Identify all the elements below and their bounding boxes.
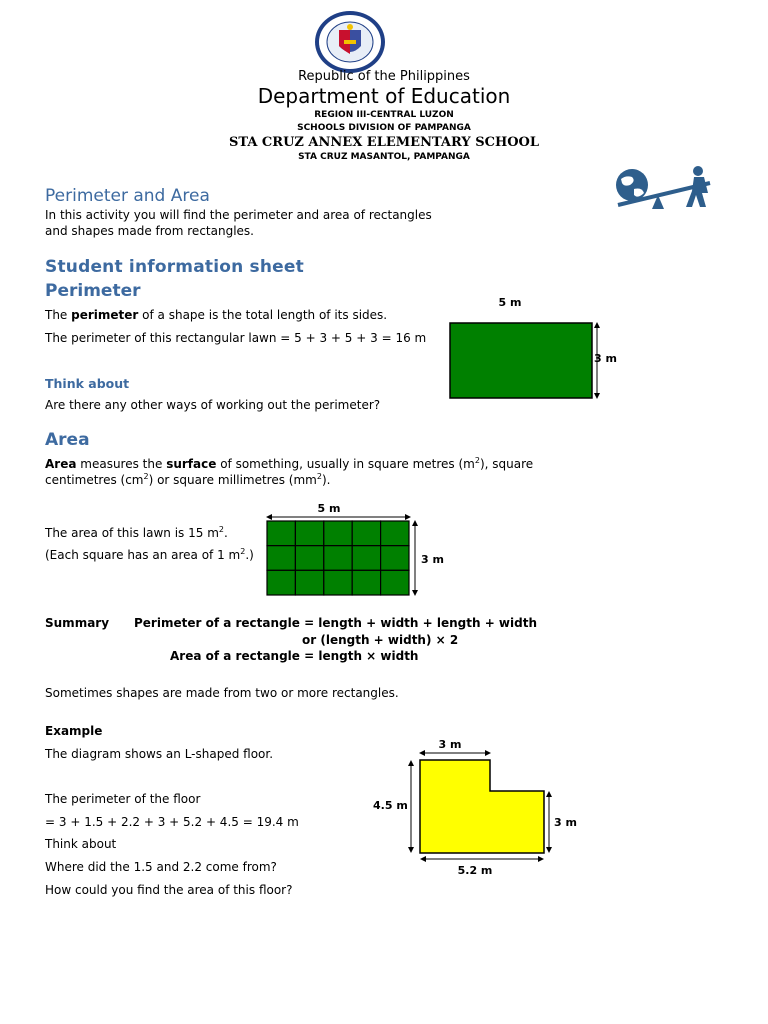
summary-label: Summary xyxy=(45,616,110,630)
example-question-2: How could you find the area of this floor? xyxy=(45,883,293,897)
floor-top-label: 3 m xyxy=(438,738,462,751)
area-square-sup: 2 xyxy=(240,547,246,556)
area-square-text xyxy=(45,547,254,564)
header-address: STA CRUZ MASANTOL, PAMPANGA xyxy=(298,152,470,162)
area-lawn-sup: 2 xyxy=(218,525,224,534)
area-height-label: 3 m xyxy=(421,553,444,566)
area-height-arrowhead-top xyxy=(412,520,418,526)
floor-top-arrowhead-left xyxy=(419,750,425,756)
area-definition-line1 xyxy=(45,456,533,473)
area-title: Area xyxy=(45,430,90,450)
area-grid-square xyxy=(324,521,352,546)
header-region: REGION III-CENTRAL LUZON xyxy=(314,110,454,120)
area-grid-square xyxy=(352,546,380,571)
perimeter-def-post: of a shape is the total length of its sides. xyxy=(138,308,388,322)
area-grid-square xyxy=(267,546,295,571)
area-def-end1: ), square xyxy=(479,457,534,471)
area-grid-square xyxy=(381,521,409,546)
area-width-arrowhead-right xyxy=(405,514,411,520)
area-grid xyxy=(267,521,409,595)
floor-bottom-arrowhead-left xyxy=(420,856,426,862)
composite-note: Sometimes shapes are made from two or more rectangles. xyxy=(45,686,399,700)
perimeter-lawn-diagram xyxy=(440,290,630,405)
area-def-line2-b: ) or square millimetres (mm xyxy=(148,473,317,487)
area-grid-square xyxy=(352,521,380,546)
area-def-sup2: 2 xyxy=(143,472,149,481)
area-def-line2-a: centimetres (cm xyxy=(45,473,144,487)
perimeter-height-arrowhead-top xyxy=(594,322,600,328)
example-calculation: = 3 + 1.5 + 2.2 + 3 + 5.2 + 4.5 = 19.4 m xyxy=(45,815,299,829)
deped-seal-icon xyxy=(313,10,387,74)
example-think-title: Think about xyxy=(45,837,117,851)
example-question-1: Where did the 1.5 and 2.2 come from? xyxy=(45,860,277,874)
area-def-sup1: 2 xyxy=(474,456,480,465)
area-width-label: 5 m xyxy=(317,502,341,515)
area-grid-square xyxy=(267,570,295,595)
floor-bottom-label: 5.2 m xyxy=(457,864,493,877)
perimeter-def-bold: perimeter xyxy=(71,308,139,322)
area-grid-square xyxy=(381,546,409,571)
area-def-bold2: surface xyxy=(166,457,217,471)
header-school: STA CRUZ ANNEX ELEMENTARY SCHOOL xyxy=(228,135,540,150)
floor-left-arrowhead-top xyxy=(408,760,414,766)
perimeter-think-title: Think about xyxy=(45,376,130,391)
area-def-line2-c: ). xyxy=(321,473,331,487)
perimeter-think-question: Are there any other ways of working out the perimeter? xyxy=(45,398,381,412)
area-grid-square xyxy=(267,521,295,546)
floor-right-arrowhead-bottom xyxy=(546,847,552,853)
area-def-bold1: Area xyxy=(45,457,77,471)
area-width-arrowhead-left xyxy=(266,514,272,520)
sheet-title: Student information sheet xyxy=(45,257,304,277)
example-perimeter-intro: The perimeter of the floor xyxy=(45,792,201,806)
area-grid-square xyxy=(324,570,352,595)
area-grid-square xyxy=(295,521,323,546)
area-grid-square xyxy=(295,546,323,571)
perimeter-lawn-rect xyxy=(450,323,592,398)
area-grid-diagram xyxy=(258,498,458,603)
floor-left-arrowhead-bottom xyxy=(408,847,414,853)
perimeter-title: Perimeter xyxy=(45,281,141,301)
summary-perimeter-formula: Perimeter of a rectangle = length + width + length + width xyxy=(134,616,537,630)
area-lawn-text-b: . xyxy=(224,526,228,540)
header-division: SCHOOLS DIVISION OF PAMPANGA xyxy=(297,123,471,133)
example-intro: The diagram shows an L-shaped floor. xyxy=(45,747,274,761)
floor-left-label: 4.5 m xyxy=(373,799,408,812)
globe-seesaw-logo-icon xyxy=(612,165,720,211)
perimeter-height-label: 3 m xyxy=(594,352,617,365)
summary-area-formula: Area of a rectangle = length × width xyxy=(170,649,419,663)
floor-top-arrowhead-right xyxy=(485,750,491,756)
area-square-text-b: .) xyxy=(245,548,254,562)
area-square-text-a: (Each square has an area of 1 m xyxy=(45,548,241,562)
header-department: Department of Education xyxy=(257,84,511,108)
perimeter-example: The perimeter of this rectangular lawn = 5 + 3 + 5 + 3 = 16 m xyxy=(45,331,427,345)
area-definition-line2 xyxy=(45,472,330,489)
perimeter-def-pre: The xyxy=(45,308,72,322)
area-height-arrowhead-bottom xyxy=(412,590,418,596)
area-grid-square xyxy=(295,570,323,595)
perimeter-width-label: 5 m xyxy=(498,296,522,309)
area-def-mid2: of something, usually in square metres (m xyxy=(216,457,475,471)
summary-perimeter-alt: or (length + width) × 2 xyxy=(302,633,459,647)
header-country: Republic of the Philippines xyxy=(298,69,470,84)
intro-title: Perimeter and Area xyxy=(45,186,210,206)
area-def-sup3: 2 xyxy=(316,472,322,481)
perimeter-height-arrowhead-bottom xyxy=(594,393,600,399)
area-def-mid1: measures the xyxy=(76,457,167,471)
floor-right-arrowhead-top xyxy=(546,791,552,797)
area-grid-square xyxy=(381,570,409,595)
area-lawn-text-a: The area of this lawn is 15 m xyxy=(45,526,219,540)
floor-right-label: 3 m xyxy=(554,816,577,829)
intro-line2: and shapes made from rectangles. xyxy=(45,224,254,238)
area-grid-square xyxy=(352,570,380,595)
intro-line1: In this activity you will find the perimeter and area of rectangles xyxy=(45,208,432,222)
perimeter-definition xyxy=(45,307,387,324)
floor-l-shape xyxy=(420,760,544,853)
area-grid-square xyxy=(324,546,352,571)
l-shaped-floor-diagram xyxy=(365,735,585,880)
example-title: Example xyxy=(45,724,103,738)
floor-bottom-arrowhead-right xyxy=(538,856,544,862)
area-lawn-text xyxy=(45,525,228,542)
